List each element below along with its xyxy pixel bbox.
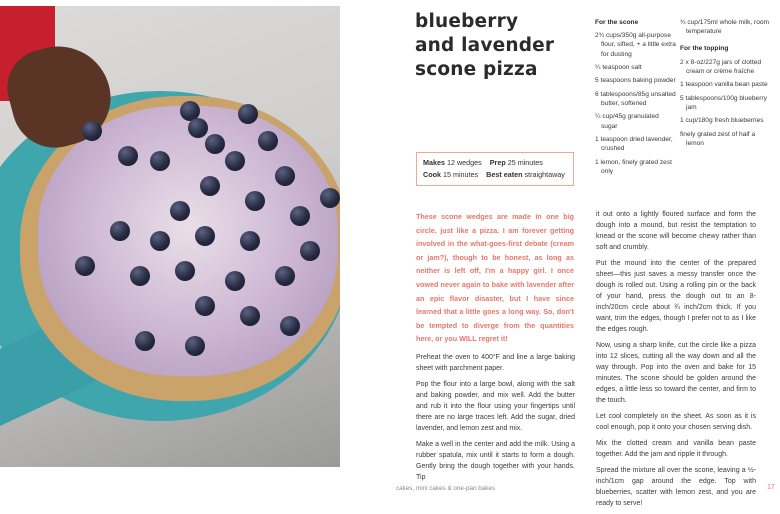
ingredient-item: 5 tablespoons/100g blueberry jam bbox=[680, 94, 767, 111]
method-column-left bbox=[416, 352, 575, 488]
recipe-photo bbox=[0, 6, 340, 467]
page-number: 17 bbox=[767, 484, 775, 491]
makes-label: Makes bbox=[423, 158, 445, 167]
blueberry bbox=[225, 151, 245, 171]
blueberry bbox=[150, 231, 170, 251]
method-step: Spread the mixture all over the scone, leaving a ½-inch/1cm gap around the edge. Top with blueberries, scatter with lemon zest, and you are ready to serve! bbox=[596, 467, 756, 507]
blueberry bbox=[275, 266, 295, 286]
blueberry bbox=[240, 306, 260, 326]
blueberry bbox=[290, 206, 310, 226]
ingredients-topping bbox=[680, 18, 772, 152]
blueberry bbox=[110, 221, 130, 241]
blueberry bbox=[300, 241, 320, 261]
ingredients-scone bbox=[595, 18, 677, 180]
topping-heading: For the topping bbox=[680, 45, 729, 53]
blueberry bbox=[205, 134, 225, 154]
method-step: Let cool completely on the sheet. As soon as it is cool enough, pop it onto your chosen serving dish. bbox=[596, 413, 756, 431]
ingredient-item: ¼ teaspoon salt bbox=[595, 64, 642, 71]
method-step: Preheat the oven to 400°F and line a large baking sheet with parchment paper. bbox=[416, 354, 575, 372]
ingredient-item: finely grated zest of half a lemon bbox=[680, 130, 756, 147]
makes-value: 12 wedges bbox=[446, 158, 482, 167]
method-step: Make a well in the center and add the milk. Using a rubber spatula, mix until it starts to form a dough. Gently bring the dough together with your hands. Tip bbox=[416, 441, 575, 481]
ingredient-item: ¼ cup/45g granulated sugar bbox=[595, 113, 659, 130]
blueberry bbox=[195, 226, 215, 246]
ingredient-item: 1 lemon, finely grated zest only bbox=[595, 158, 672, 175]
ingredient-item: 1 teaspoon vanilla bean paste bbox=[680, 81, 768, 89]
cook-label: Cook bbox=[423, 170, 441, 179]
prep-value: 25 minutes bbox=[507, 158, 543, 167]
ingredient-item: ¾ cup/175ml whole milk, room temperature bbox=[680, 19, 770, 36]
blueberry bbox=[195, 296, 215, 316]
ingredient-item: 2 x 8-oz/227g jars of clotted cream or crème fraîche bbox=[680, 58, 762, 75]
ingredient-item: 2¾ cups/350g all-purpose flour, sifted, + a little extra for dusting bbox=[595, 32, 676, 58]
meta-row-2 bbox=[423, 169, 567, 181]
method-step: it out onto a lightly floured surface and form the dough into a mound, but resist the temptation to knead or the scone will become chewy rather than soft and crumbly. bbox=[596, 211, 756, 251]
blueberry bbox=[245, 191, 265, 211]
recipe-intro: These scone wedges are made in one big circle, just like a pizza. I am forever getting involved in the what-goes-first debate (cream or jam?), though to be honest, as long as neither is left off, I'm a happy girl. I once vowed never again to bake with lavender after an epic flavor disaster, but I have since learned that a little goes a long way. So, don't be tempted to diverge from the quantities here, or you WILL regret it! bbox=[416, 212, 574, 344]
blueberry bbox=[118, 146, 138, 166]
scone-heading: For the scone bbox=[595, 19, 639, 26]
ingredient-item: 6 tablespoons/85g unsalted butter, softened bbox=[595, 90, 676, 107]
best-eaten-value: straightaway bbox=[524, 170, 565, 179]
blueberry bbox=[185, 336, 205, 356]
blueberry bbox=[258, 131, 278, 151]
blueberry bbox=[175, 261, 195, 281]
blueberry bbox=[188, 118, 208, 138]
meta-row-1 bbox=[423, 157, 567, 169]
blueberry bbox=[275, 166, 295, 186]
blueberry bbox=[82, 121, 102, 141]
title-line-1: blueberry bbox=[415, 11, 519, 32]
method-step: Pop the flour into a large bowl, along with the salt and baking powder, and mix well. Add the butter and rub it into the flour using your fingertips until there are no large traces left. Add the sugar, dried lavender, and lemon zest and mix. bbox=[416, 381, 575, 432]
blueberry bbox=[75, 256, 95, 276]
blueberry bbox=[135, 331, 155, 351]
blueberry bbox=[130, 266, 150, 286]
title-line-2: and lavender bbox=[415, 35, 555, 56]
ingredient-item: 1 cup/180g fresh blueberries bbox=[680, 117, 764, 125]
title-line-3: scone pizza bbox=[415, 59, 538, 80]
cook-value: 15 minutes bbox=[442, 170, 479, 179]
blueberry bbox=[238, 104, 258, 124]
recipe-title bbox=[415, 10, 585, 82]
method-step: Mix the clotted cream and vanilla bean paste together. Add the jam and ripple it through. bbox=[596, 440, 756, 458]
blueberry bbox=[280, 316, 300, 336]
blueberry bbox=[150, 151, 170, 171]
blueberry bbox=[225, 271, 245, 291]
blueberry bbox=[320, 188, 340, 208]
prep-label: Prep bbox=[489, 158, 506, 167]
method-step: Put the mound into the center of the prepared sheet—this just saves a messy transfer once the dough is rolled out. Using a rolling pin or the back of your hand, press the dough out to an 8-inch/20cm circle about ¾ inch/2cm thick. If you want, trim the edges, though I prefer not to as I like the edges rough. bbox=[596, 260, 756, 333]
recipe-meta-box bbox=[416, 152, 574, 186]
blueberry bbox=[240, 231, 260, 251]
footer-section-title: cakes, mini cakes & one-pan bakes bbox=[396, 485, 496, 492]
blueberry bbox=[200, 176, 220, 196]
ingredient-item: 1 teaspoon dried lavender, crushed bbox=[595, 135, 673, 153]
method-column-right bbox=[596, 209, 756, 514]
method-step: Now, using a sharp knife, cut the circle like a pizza into 12 slices, cutting all the way down and all the way through. Pop into the oven and bake for 15 minutes. The scone should be golden around the edges, a little less so toward the center, and firm to the touch. bbox=[596, 342, 756, 404]
blueberry bbox=[170, 201, 190, 221]
ingredient-item: 5 teaspoons baking powder bbox=[595, 77, 676, 85]
best-eaten-label: Best eaten bbox=[486, 170, 523, 179]
